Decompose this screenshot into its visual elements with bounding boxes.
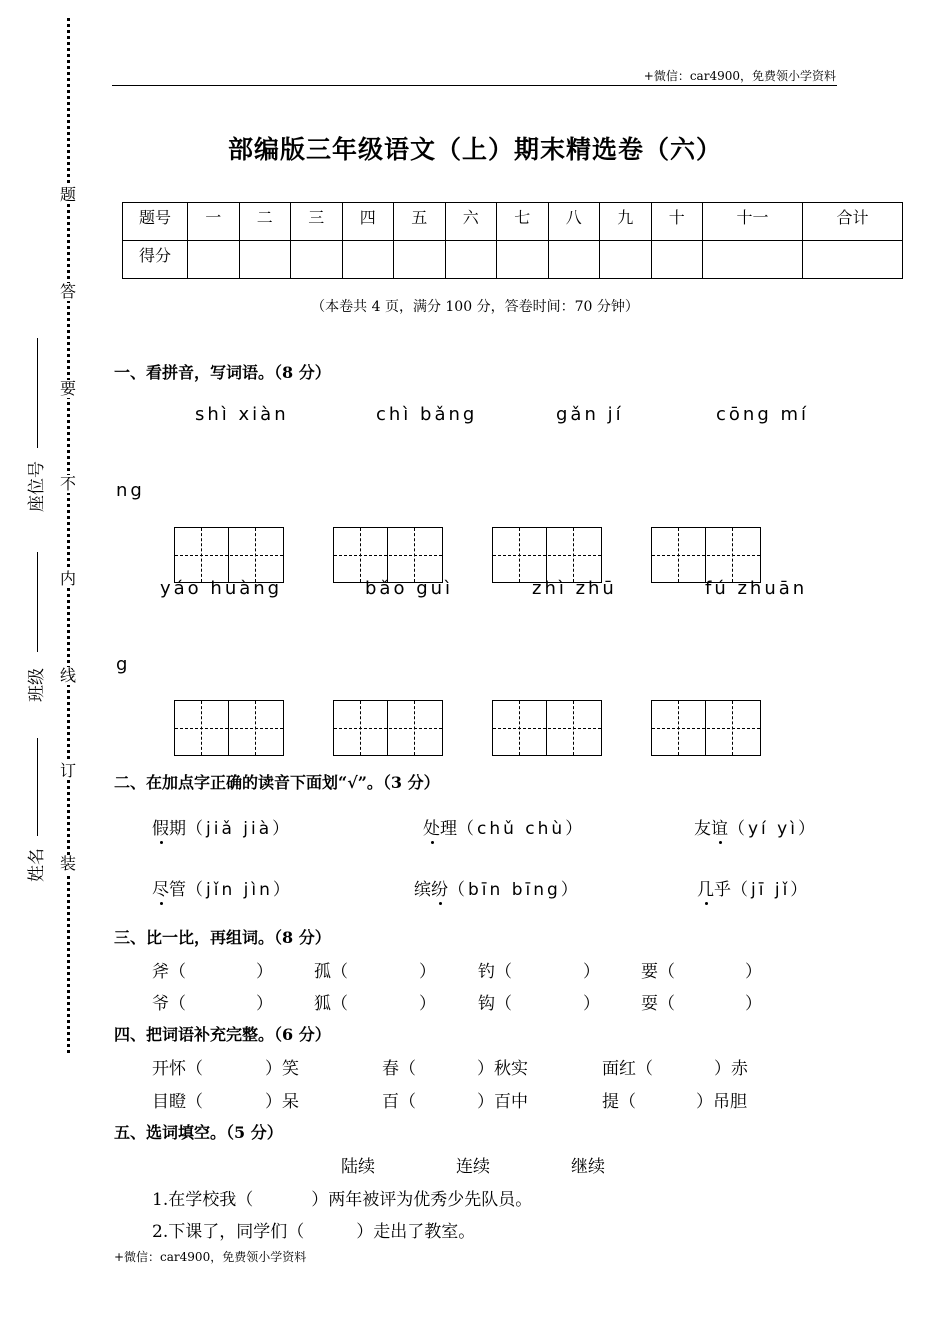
compare-char: 钩（ [478,994,512,1014]
pinyin-options[interactable]: （bīn bīng） [448,880,581,900]
binding-char: 内 [60,569,77,588]
binding-char: 线 [60,666,77,685]
seat-number-line[interactable] [37,338,38,448]
score-cell[interactable] [291,241,343,279]
compare-char: 斧（ [152,962,186,982]
q1-post: ）两年被评为优秀少先队员。 [311,1190,533,1210]
compare-char: 狐（ [314,994,348,1014]
score-table [122,202,903,279]
compare-close[interactable]: ） [745,994,762,1014]
fill-question-1 [152,1185,532,1210]
pinyin: bǎo guì [365,578,454,599]
score-cell[interactable] [394,241,446,279]
score-cell[interactable] [703,241,803,279]
section1-heading: 一、看拼音，写词语。（8 分） [114,363,331,382]
table-header-cell: 十一 [703,203,803,241]
word-choice: 继续 [571,1157,605,1177]
compare-close[interactable]: ） [419,994,436,1014]
dotted-char: 尽 [152,880,169,900]
table-header-cell: 八 [548,203,600,241]
binding-char: 订 [60,761,77,780]
pronunciation-item [694,814,818,839]
idiom-post[interactable]: ）吊胆 [696,1092,747,1112]
name-label: 姓名 [27,848,47,882]
compare-char: 孤（ [314,962,348,982]
q2-pre: 2.下课了，同学们（ [152,1222,305,1242]
tian-box[interactable] [333,527,443,583]
pinyin-wrap: ng [116,480,145,501]
pinyin-options[interactable]: （jǐn jìn） [186,880,293,900]
binding-char: 要 [60,379,77,398]
word-choice: 连续 [456,1157,490,1177]
section4-heading: 四、把词语补充完整。（6 分） [114,1025,331,1044]
word-choice: 陆续 [341,1157,375,1177]
tian-box[interactable] [174,527,284,583]
dotted-char: 假 [152,819,169,839]
class-line[interactable] [37,552,38,652]
compare-close[interactable]: ） [419,962,436,982]
idiom-pre: 面红（ [602,1059,653,1079]
table-row-label: 得分 [123,241,188,279]
tian-box[interactable] [651,527,761,583]
idiom-post[interactable]: ）百中 [477,1092,528,1112]
exam-note: （本卷共 4 页，满分 100 分，答卷时间：70 分钟） [311,299,639,315]
pinyin: gǎn jí [556,404,624,425]
table-header-cell: 九 [600,203,652,241]
pronunciation-item [152,875,293,900]
compare-char: 钓（ [478,962,512,982]
word-rest: 期 [169,819,186,839]
binding-char: 装 [60,854,77,873]
q2-post: ）走出了教室。 [356,1222,476,1242]
dotted-char: 处 [423,819,440,839]
table-header-cell: 三 [291,203,343,241]
score-cell[interactable] [342,241,394,279]
dotted-char: 几 [697,880,714,900]
pinyin-options[interactable]: （yí yì） [728,819,818,839]
word-pre: 缤 [414,880,431,900]
table-header-cell: 五 [394,203,446,241]
score-cell[interactable] [651,241,703,279]
pinyin-options[interactable]: （jiǎ jià） [186,819,293,839]
binding-dotted-line [67,18,70,1053]
page-title: 部编版三年级语文（上）期末精选卷（六） [227,135,722,164]
idiom-pre: 开怀（ [152,1059,203,1079]
idiom-post[interactable]: ）秋实 [477,1059,528,1079]
binding-char: 题 [60,185,77,204]
table-header-cell: 七 [497,203,549,241]
pinyin: chì bǎng [376,404,478,425]
compare-close[interactable]: ） [745,962,762,982]
table-header-cell: 一 [188,203,240,241]
table-row-label: 题号 [123,203,188,241]
table-header-cell: 二 [239,203,291,241]
idiom-pre: 百（ [382,1092,416,1112]
pronunciation-item [152,814,292,839]
pinyin: cōng mí [716,404,809,425]
word-rest: 管 [169,880,186,900]
table-header-cell: 六 [445,203,497,241]
pinyin-options[interactable]: （jī jǐ） [731,880,811,900]
compare-close[interactable]: ） [583,994,600,1014]
section3-heading: 三、比一比，再组词。（8 分） [114,928,331,947]
table-row [123,241,903,279]
tian-box[interactable] [651,700,761,756]
idiom-pre: 春（ [382,1059,416,1079]
tian-box[interactable] [492,527,602,583]
pronunciation-item [697,875,810,900]
pinyin: fú zhuān [705,578,808,599]
compare-char: 要（ [641,962,675,982]
header-rule [112,85,837,86]
q1-pre: 1.在学校我（ [152,1190,254,1210]
table-header-cell: 合计 [802,203,902,241]
compare-char: 耍（ [641,994,675,1014]
pinyin: zhì zhū [532,578,617,599]
dotted-char: 纷 [431,880,448,900]
table-row [123,203,903,241]
compare-close[interactable]: ） [256,962,273,982]
pinyin: shì xiàn [195,404,289,425]
pinyin-wrap: g [116,654,131,675]
fill-question-2 [152,1217,475,1242]
header-note: +微信：car4900，免费领小学资料 [643,69,836,83]
seat-number-label: 座位号 [27,461,47,512]
compare-close[interactable]: ） [256,994,273,1014]
pinyin-options[interactable]: （chǔ chù） [457,819,586,839]
pronunciation-item [414,875,581,900]
word-rest: 理 [440,819,457,839]
binding-char: 答 [60,282,77,301]
idiom-post[interactable]: ）笑 [265,1059,299,1079]
table-header-cell: 四 [342,203,394,241]
word-rest: 乎 [714,880,731,900]
idiom-pre: 提（ [602,1092,636,1112]
dotted-char: 谊 [711,819,728,839]
table-header-cell: 十 [651,203,703,241]
word-pre: 友 [694,819,711,839]
idiom-post[interactable]: ）呆 [265,1092,299,1112]
tian-box[interactable] [492,700,602,756]
score-cell[interactable] [445,241,497,279]
score-cell[interactable] [548,241,600,279]
score-cell[interactable] [600,241,652,279]
compare-char: 爷（ [152,994,186,1014]
binding-char: 不 [60,474,77,493]
score-cell[interactable] [497,241,549,279]
section5-heading: 五、选词填空。（5 分） [114,1123,283,1142]
idiom-pre: 目瞪（ [152,1092,203,1112]
tian-box[interactable] [333,700,443,756]
pinyin: yáo huàng [160,578,283,599]
score-cell[interactable] [239,241,291,279]
section2-heading: 二、在加点字正确的读音下面划“√”。（3 分） [114,773,440,792]
class-label: 班级 [27,668,47,702]
idiom-post[interactable]: ）赤 [714,1059,748,1079]
compare-close[interactable]: ） [583,962,600,982]
pronunciation-item [423,814,585,839]
score-cell[interactable] [188,241,240,279]
name-line[interactable] [37,738,38,836]
score-cell[interactable] [802,241,902,279]
footer-note: +微信：car4900，免费领小学资料 [114,1250,307,1264]
tian-box[interactable] [174,700,284,756]
